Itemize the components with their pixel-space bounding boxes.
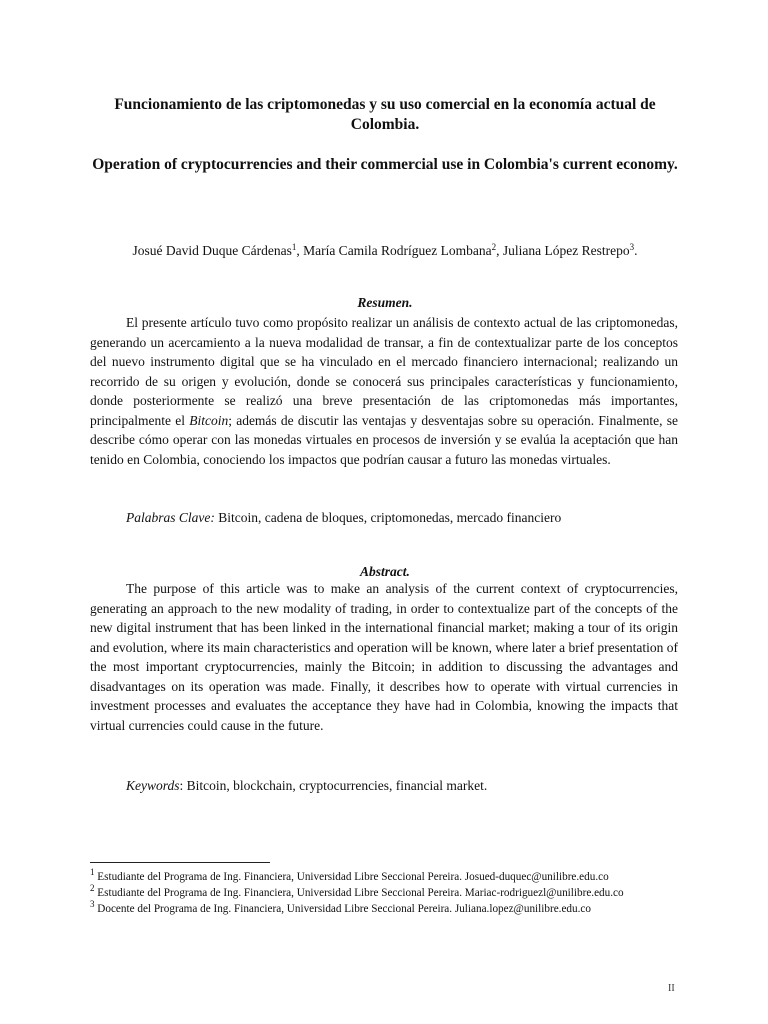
abstract-body: The purpose of this article was to make an analysis of the current context of cryptocurrencies, generating an approach to the new modality of trading, in order to contextualize part of the concepts of the new digital instrument that has been linked in the international financial market; making a tour of its origin and evolution, where its main characteristics and operation will be known, where later a brief presentation of the most important cryptocurrencies, mainly the Bitcoin; in addition to discussing the advantages and disadvantages on its operation was made. Finally, it describes how to operate with virtual currencies in investment processes and evaluates the acceptance they have had in Colombia, knowing the impacts that virtual currencies could cause in the future.: [90, 581, 678, 733]
footnote: [90, 869, 682, 885]
footnote-marker: 2: [491, 242, 497, 252]
abstract-heading: Abstract.: [360, 564, 410, 579]
author-line: [90, 242, 680, 260]
author-separator: .: [634, 243, 638, 258]
resumen-text: El presente artículo tuvo como propósito realizar un análisis de contexto actual de las criptomonedas, generando un acercamiento a la nueva modalidad de transar, a fin de contextualizar parte de los conceptos del nuevo instrumento digital que se ha vinculado en el mercado financiero internacional; realizando un recorrido de su origen y evolución, donde se conocerá sus principales características y funcionamiento, donde posteriormente se realizó una breve presentación de las criptomonedas más importantes, principalmente el: [90, 315, 678, 428]
footnote-marker: 3: [629, 242, 635, 252]
author-separator: ,: [496, 243, 503, 258]
palabras-clave-label: Palabras Clave:: [126, 510, 215, 525]
resumen-text-italic: Bitcoin: [189, 412, 229, 428]
keywords-list: : Bitcoin, blockchain, cryptocurrencies, financial market.: [179, 778, 488, 793]
resumen-body: [90, 313, 678, 469]
resumen-heading: Resumen.: [357, 295, 413, 310]
footnote-text: Docente del Programa de Ing. Financiera, Universidad Libre Seccional Pereira. Juliana.lopez@unilibre.edu.co: [94, 903, 591, 915]
footnote-text: Estudiante del Programa de Ing. Financiera, Universidad Libre Seccional Pereira. Mariac-rodriguezl@unilibre.edu.co: [94, 887, 624, 899]
footnote: [90, 885, 682, 901]
palabras-clave: [126, 509, 686, 527]
author-separator: ,: [296, 243, 304, 258]
page-number: II: [668, 983, 675, 994]
author-name: Juliana López Restrepo: [502, 243, 630, 258]
footnotes: [90, 869, 682, 917]
keywords: [126, 777, 686, 795]
footnote-marker: 2: [90, 883, 95, 893]
footnote: [90, 901, 682, 917]
footnote-marker: 3: [90, 899, 95, 909]
footnote-text: Estudiante del Programa de Ing. Financiera, Universidad Libre Seccional Pereira. Josued-duquec@unilibre.edu.co: [94, 871, 609, 883]
footnote-marker: 1: [291, 242, 297, 252]
palabras-clave-list: Bitcoin, cadena de bloques, criptomonedas, mercado financiero: [214, 510, 562, 525]
footnote-divider: [90, 862, 270, 863]
title-spanish: Funcionamiento de las criptomonedas y su uso comercial en la economía actual de Colombia.: [114, 96, 656, 133]
footnote-marker: 1: [90, 867, 95, 877]
keywords-label: Keywords: [126, 778, 180, 793]
author-name: María Camila Rodríguez Lombana: [303, 243, 492, 258]
author-name: Josué David Duque Cárdenas: [132, 243, 292, 258]
title-english: Operation of cryptocurrencies and their commercial use in Colombia's current economy.: [92, 156, 678, 173]
resumen-text: ; además de discutir las ventajas y desventajas sobre su operación. Finalmente, se describe cómo operar con las monedas virtuales en procesos de inversión y se evalúa la aceptación que han tenido en Colombia, conociendo los impactos que podrían causar a futuro las monedas virtuales.: [90, 412, 678, 467]
